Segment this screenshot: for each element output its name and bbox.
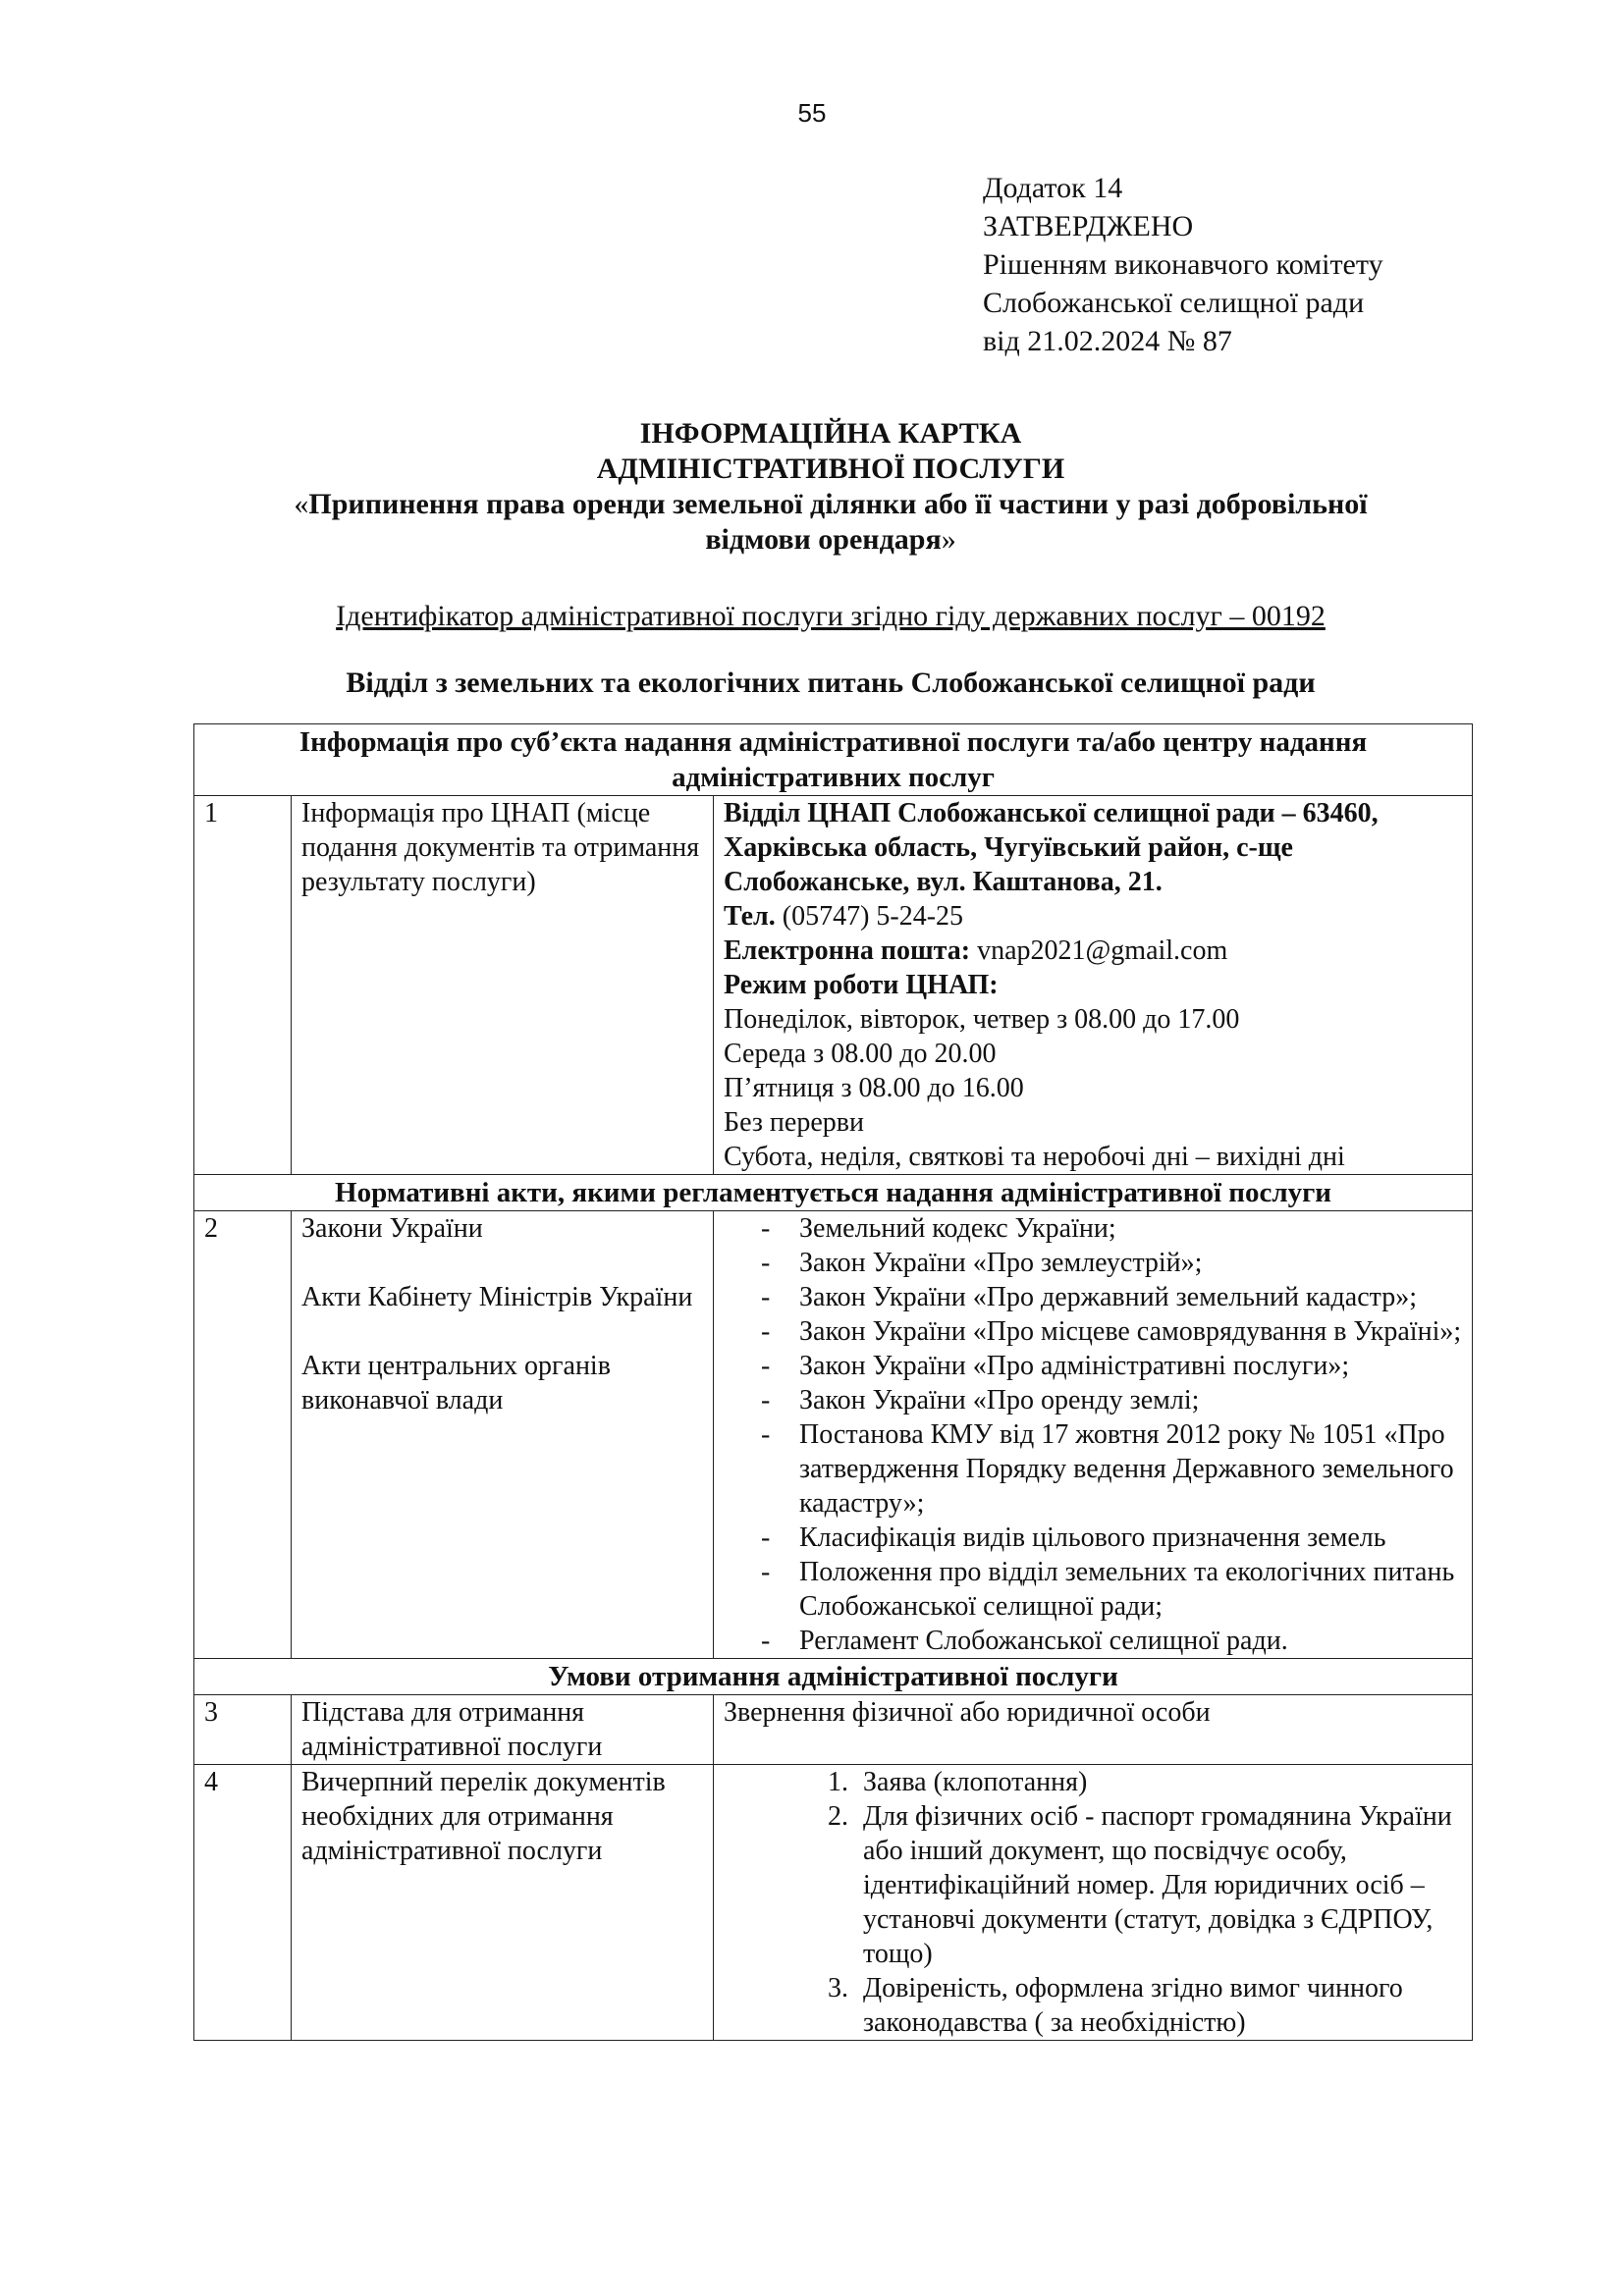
- hours-line: П’ятниця з 08.00 до 16.00: [724, 1073, 1024, 1103]
- list-item: [714, 1971, 1462, 2040]
- cnap-email: [724, 934, 1462, 968]
- service-name-line-2: відмови орендаря: [705, 523, 942, 556]
- row-number: 3: [194, 1695, 292, 1765]
- list-item: - Класифікація видів цільового призначення земель: [714, 1521, 1462, 1555]
- normative-acts-list: [714, 1211, 1462, 1658]
- row-value: [714, 796, 1473, 1175]
- table-row: [194, 1211, 1473, 1659]
- row-number: 1: [194, 796, 292, 1175]
- hours-line: Субота, неділя, святкові та неробочі дні – вихідні дні: [724, 1142, 1345, 1172]
- page-number: 55: [797, 98, 827, 128]
- title-line-2: АДМІНІСТРАТИВНОЇ ПОСЛУГИ: [596, 453, 1065, 485]
- list-item: [714, 1799, 1462, 1971]
- service-identifier: Ідентифікатор адміністративної послуги згідно гіду державних послуг – 00192: [336, 600, 1326, 632]
- item-text: Для фізичних осіб - паспорт громадянина України або інший документ, що посвідчує особу, ідентифікаційний номер. Для юридичних осіб – установчі документи (статут, довідка з ЄДРПОУ, тощо): [863, 1801, 1452, 1969]
- list-item: - Регламент Слобожанської селищної ради.: [714, 1624, 1462, 1658]
- document-title: [192, 416, 1469, 558]
- documents-list: [714, 1765, 1462, 2040]
- council-label: Слобожанської селищної ради: [983, 287, 1365, 319]
- approved-label: ЗАТВЕРДЖЕНО: [983, 210, 1194, 242]
- row-number: 4: [194, 1765, 292, 2041]
- laws-label: Закони України: [301, 1213, 483, 1244]
- cabinet-acts-label: Акти Кабінету Міністрів України: [301, 1282, 693, 1312]
- item-text: Довіреність, оформлена згідно вимог чинного законодавства ( за необхідністю): [863, 1973, 1403, 2038]
- phone-label: Тел.: [724, 901, 776, 932]
- approval-block: [983, 169, 1383, 360]
- cnap-phone: [724, 899, 1462, 934]
- table-row: [194, 796, 1473, 1175]
- list-item: - Постанова КМУ від 17 жовтня 2012 року № 1051 «Про затвердження Порядку ведення Державного земельного кадастру»;: [714, 1417, 1462, 1521]
- phone-value: (05747) 5-24-25: [775, 901, 964, 932]
- hours-line: Середа з 08.00 до 20.00: [724, 1039, 997, 1069]
- section-normative-acts: Нормативні акти, якими регламентується надання адміністративної послуги: [194, 1175, 1473, 1211]
- department-name: Відділ з земельних та екологічних питань Слобожанської селищної ради: [346, 667, 1316, 699]
- item-number: 1.: [828, 1767, 848, 1797]
- service-name-2: [192, 522, 1469, 558]
- central-acts-label: Акти центральних органів виконавчої влади: [301, 1351, 611, 1415]
- appendix-label: Додаток 14: [983, 172, 1123, 204]
- row-label: Вичерпний перелік документів необхідних для отримання адміністративної послуги: [292, 1765, 714, 2041]
- quote-close: »: [941, 523, 956, 556]
- section-header-row: [194, 1175, 1473, 1211]
- item-text: Заява (клопотання): [863, 1767, 1088, 1797]
- item-number: 3.: [828, 1973, 848, 2003]
- list-item: - Закон України «Про місцеве самоврядування в Україні»;: [714, 1314, 1462, 1349]
- row-label: Інформація про ЦНАП (місце подання документів та отримання результату послуги): [292, 796, 714, 1175]
- service-name-line-1: Припинення права оренди земельної ділянки або її частини у разі добровільної: [308, 488, 1368, 520]
- list-item: - Земельний кодекс України;: [714, 1211, 1462, 1246]
- list-item: - Закон України «Про державний земельний кадастр»;: [714, 1280, 1462, 1314]
- row-value: [714, 1765, 1473, 2041]
- section-subject-info: Інформація про суб’єкта надання адміністративної послуги та/або центру надання адміністративних послуг: [194, 724, 1473, 796]
- info-card-table: [193, 723, 1473, 2041]
- row-label: Підстава для отримання адміністративної послуги: [292, 1695, 714, 1765]
- table-row: [194, 1695, 1473, 1765]
- quote-open: «: [294, 488, 309, 520]
- table-row: [194, 1765, 1473, 2041]
- list-item: - Закон України «Про оренду землі;: [714, 1383, 1462, 1417]
- section-conditions: Умови отримання адміністративної послуги: [194, 1659, 1473, 1695]
- list-item: - Закон України «Про землеустрій»;: [714, 1246, 1462, 1280]
- decision-date: від 21.02.2024 № 87: [983, 325, 1232, 357]
- decision-label: Рішенням виконавчого комітету: [983, 248, 1383, 281]
- hours-label: Режим роботи ЦНАП:: [724, 970, 999, 1000]
- list-item: - Положення про відділ земельних та екологічних питань Слобожанської селищної ради;: [714, 1555, 1462, 1624]
- title-line-1: ІНФОРМАЦІЙНА КАРТКА: [639, 417, 1022, 450]
- email-label: Електронна пошта:: [724, 935, 971, 966]
- section-header-row: [194, 724, 1473, 796]
- row-value: Звернення фізичної або юридичної особи: [714, 1695, 1473, 1765]
- cnap-address: Відділ ЦНАП Слобожанської селищної ради – 63460, Харківська область, Чугуївський район, с-ще Слобожанське, вул. Каштанова, 21.: [724, 798, 1379, 897]
- service-name: [192, 487, 1469, 522]
- row-label: [292, 1211, 714, 1659]
- list-item: - Закон України «Про адміністративні послуги»;: [714, 1349, 1462, 1383]
- row-value: [714, 1211, 1473, 1659]
- item-number: 2.: [828, 1801, 848, 1832]
- row-number: 2: [194, 1211, 292, 1659]
- hours-line: Понеділок, вівторок, четвер з 08.00 до 17.00: [724, 1004, 1240, 1035]
- section-header-row: [194, 1659, 1473, 1695]
- list-item: [714, 1765, 1462, 1799]
- hours-line: Без перерви: [724, 1107, 864, 1138]
- email-value: vnap2021@gmail.com: [970, 935, 1228, 966]
